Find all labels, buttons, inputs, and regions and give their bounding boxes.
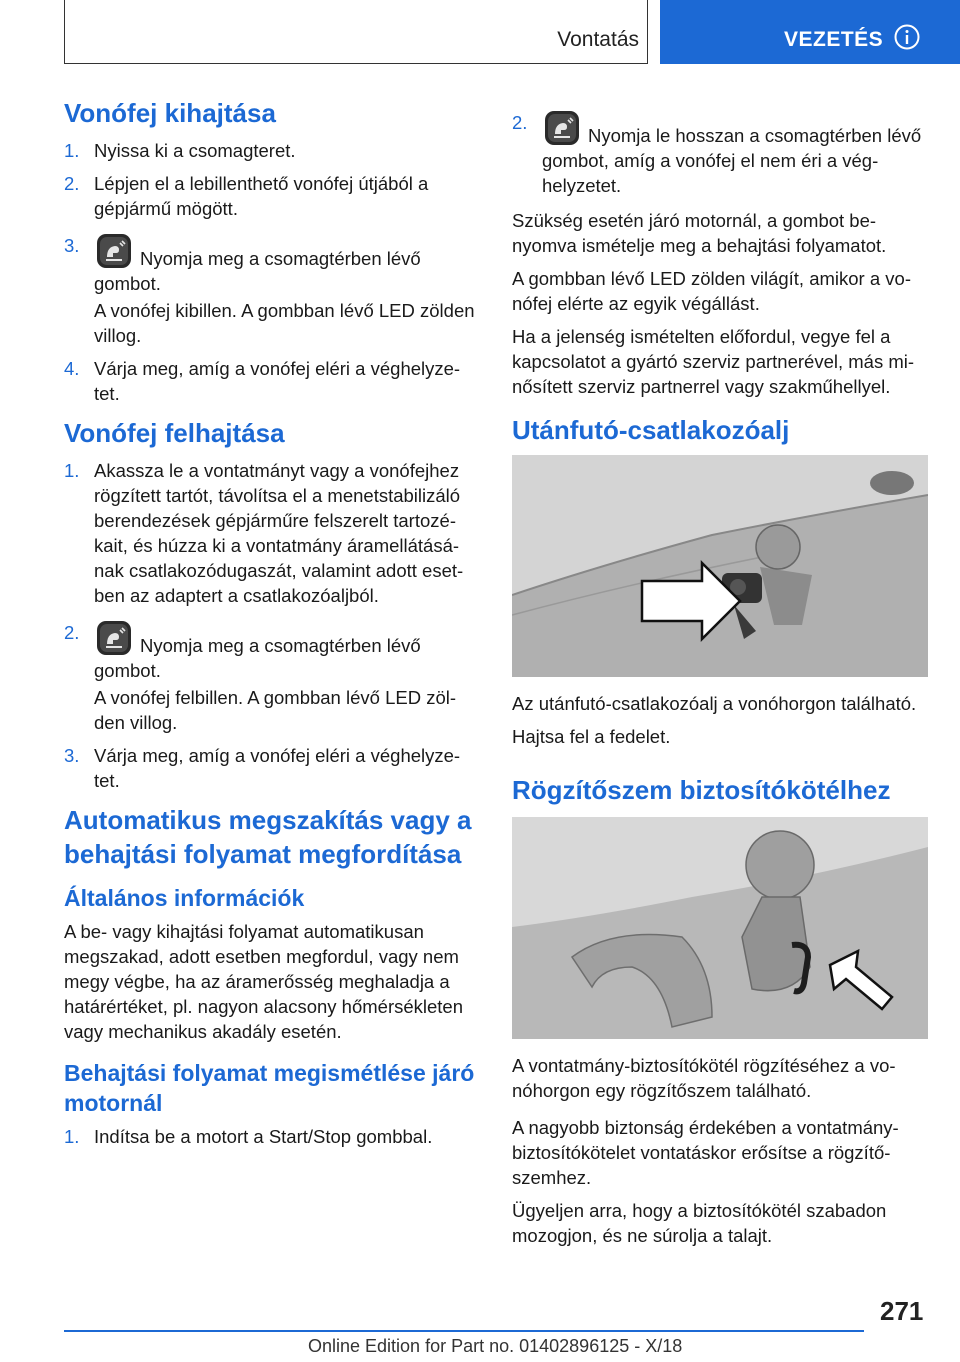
step-number: 2. (64, 173, 80, 194)
step-number: 3. (64, 235, 80, 256)
step-text: Indítsa be a motort a Start/Stop gombbal. (94, 1126, 433, 1147)
paragraph: Az utánfutó-csatlakozóalj a vonóhorgon található. (512, 693, 917, 714)
subsection-title-general-info: Általános információk (64, 885, 305, 911)
step-number: 3. (64, 745, 80, 766)
step-text: Nyomja meg a csomagtérben lévő gombot. (94, 248, 421, 294)
list-item (64, 229, 478, 348)
steps-repeat (64, 1124, 478, 1149)
paragraph: Szükség esetén járó motornál, a gombot benyomva ismételje meg a behajtási folyamatot. (512, 210, 887, 256)
edition-text: Online Edition for Part no. 01402896125 - X/18 (308, 1336, 683, 1356)
trailer-socket-illustration (512, 455, 928, 677)
section-title-safety-eye: Rögzítőszem biztosítókötélhez (512, 775, 891, 805)
step-text: Várja meg, amíg a vonófej eléri a véghelyzetet. (94, 358, 461, 404)
steps-continued (512, 96, 928, 198)
step-note: A vonófej kibillen. A gombban lévő LED zölden villog. (94, 300, 475, 346)
step-text: Nyomja le hosszan a csomagtérben lévő gombot, amíg a vonófej el nem éri a véghelyzetet. (542, 125, 922, 196)
page-number: 271 (880, 1296, 924, 1326)
step-number: 2. (512, 112, 528, 133)
section-title-trailer-socket: Utánfutó-csatlakozóalj (512, 415, 790, 445)
step-number: 1. (64, 460, 80, 481)
paragraph: A vontatmány-biztosítókötél rögzítéséhez a vonóhorgon egy rögzítőszem található. (512, 1055, 896, 1101)
step-number: 4. (64, 358, 80, 379)
list-item (512, 96, 928, 198)
step-number: 1. (64, 140, 80, 161)
steps-hitch-retract (64, 458, 478, 793)
steps-hitch-extend (64, 138, 478, 406)
section-title-hitch-retract: Vonófej felhajtása (64, 418, 285, 448)
step-number: 2. (64, 622, 80, 643)
step-text: Lépjen el a lebillenthető vonófej útjából a gépjármű mögött. (94, 173, 429, 219)
paragraph: A be- vagy kihajtási folyamat automatikusan megszakad, adott esetben megfordul, vagy nem megy végbe, ha az áramerősség meghaladja a határértéket, pl. nagyon alacsony hőmérsékleten vagy mechanikus akadály esetén. (64, 921, 464, 1042)
footer-divider (64, 1330, 864, 1332)
trailer-hitch-button-icon (96, 620, 132, 656)
paragraph: Ügyeljen arra, hogy a biztosítókötél szabadon mozogjon, és ne súrolja a talajt. (512, 1200, 887, 1246)
info-circle-icon[interactable] (894, 24, 920, 50)
step-note: A vonófej felbillen. A gombban lévő LED zölden villog. (94, 687, 457, 733)
subsection-title-repeat: Behajtási folyamat megismétlése járó motornál (64, 1060, 475, 1116)
step-text: Nyissa ki a csomagteret. (94, 140, 296, 161)
trailer-hitch-button-icon (96, 233, 132, 269)
paragraph: Hajtsa fel a fedelet. (512, 726, 671, 747)
section-title-auto-abort: Automatikus megszakítás vagy a behajtási folyamat megfordítása (64, 805, 472, 869)
step-text: Nyomja meg a csomagtérben lévő gombot. (94, 635, 421, 681)
list-item (64, 458, 478, 608)
header-chapter-tab[interactable] (660, 0, 960, 64)
step-text: Akassza le a vontatmányt vagy a vonófejhez rögzített tartót, távolítsa el a menetstabilizáló berendezések gépjárműre felszerelt tartozékait, és húzza ki a vontatmány áramellátásának csatlakozódugaszát, valamint adott esetben az adaptert a csatlakozóaljból. (94, 460, 464, 606)
paragraph: Ha a jelenség ismételten előfordul, vegye fel a kapcsolatot a gyártó szerviz partnerével, más minősített szerviz partnerrel vagy szakműhellyel. (512, 326, 915, 397)
step-text: Várja meg, amíg a vonófej eléri a véghelyzetet. (94, 745, 461, 791)
list-item (64, 1124, 478, 1149)
paragraph: A gombban lévő LED zölden világít, amikor a vonófej elérte az egyik végállást. (512, 268, 911, 314)
section-title-hitch-extend: Vonófej kihajtása (64, 98, 276, 128)
header-section-title: Vontatás (557, 28, 639, 51)
list-item (64, 171, 478, 221)
list-item (64, 616, 478, 735)
step-number: 1. (64, 1126, 80, 1147)
safety-eye-drawing (512, 817, 928, 1039)
left-column (64, 96, 478, 1159)
trailer-hitch-button-icon (544, 110, 580, 146)
paragraph: A nagyobb biztonság érdekében a vontatmány-biztosítókötelet vontatáskor erősítse a rögzítőszemhez. (512, 1117, 899, 1188)
header-section-box (64, 0, 648, 64)
right-column (512, 96, 928, 1256)
list-item (64, 356, 478, 406)
list-item (64, 138, 478, 163)
safety-eye-illustration (512, 817, 928, 1039)
list-item (64, 743, 478, 793)
trailer-socket-drawing (512, 455, 928, 677)
chapter-label: VEZETÉS (784, 28, 884, 51)
